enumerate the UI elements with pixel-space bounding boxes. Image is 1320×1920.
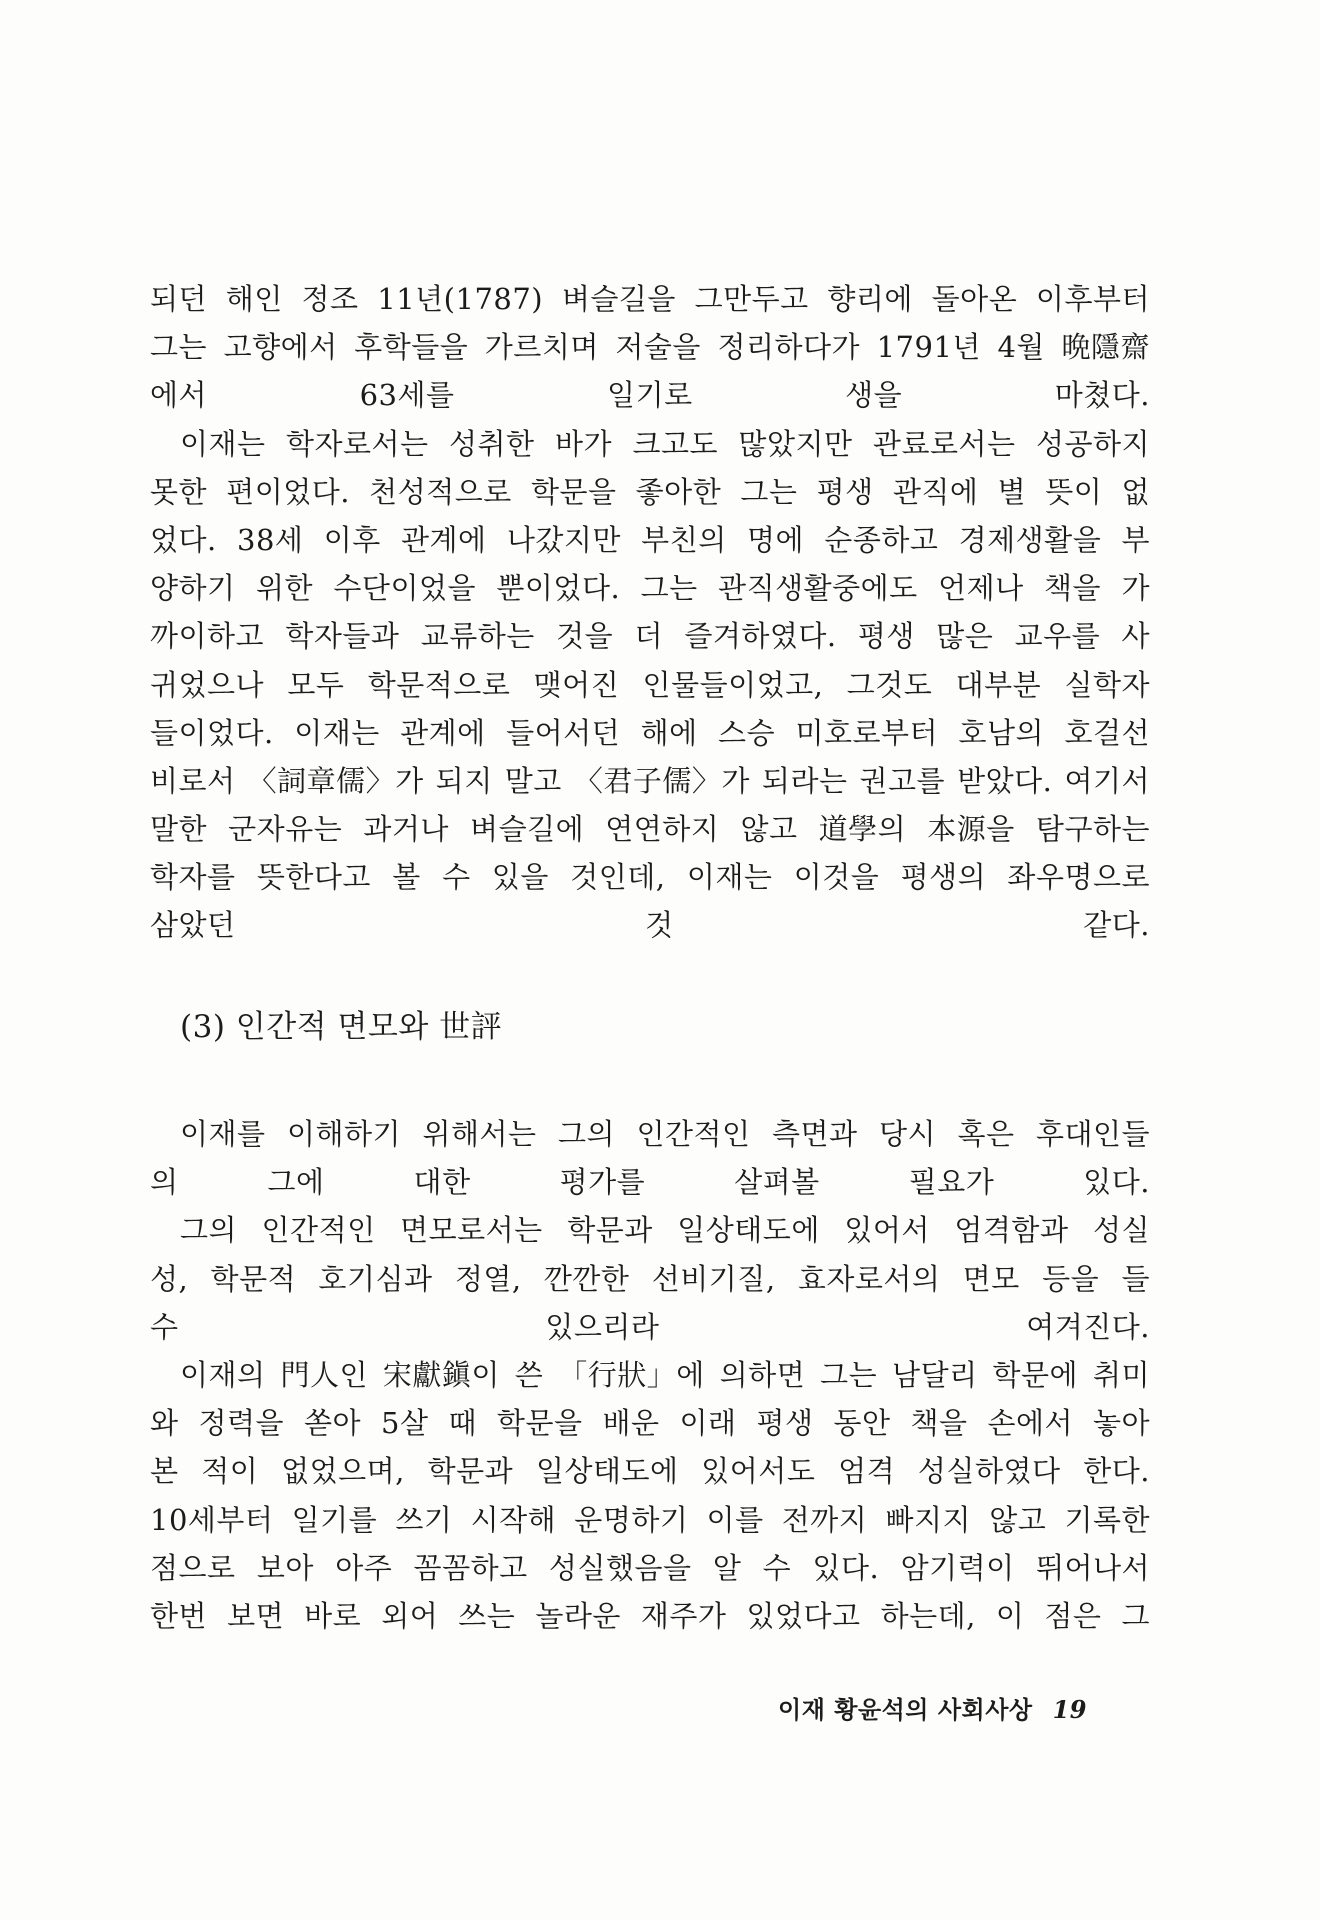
text-line: 이재를 이해하기 위해서는 그의 인간적인 측면과 당시 혹은 후대인들	[180, 1117, 1150, 1151]
page-footer	[778, 1692, 1087, 1728]
text-line: 의 그에 대한 평가를 살펴볼 필요가 있다.	[150, 1165, 1150, 1200]
paragraph-haengjang	[150, 1351, 1150, 1640]
text-line: 었다. 38세 이후 관계에 나갔지만 부친의 명에 순종하고 경제생활을 부	[150, 522, 1150, 557]
text-line: 들이었다. 이재는 관계에 들어서던 해에 스승 미호로부터 호남의 호걸선	[150, 715, 1150, 750]
text-line: 까이하고 학자들과 교류하는 것을 더 즐겨하였다. 평생 많은 교우를 사	[150, 619, 1150, 654]
text-line: 에서 63세를 일기로 생을 마쳤다.	[150, 378, 1150, 413]
running-title: 이재 황윤석의 사회사상	[778, 1695, 1033, 1724]
text-line: 10세부터 일기를 쓰기 시작해 운명하기 이를 전까지 빠지지 않고 기록한	[150, 1502, 1150, 1537]
text-line: 비로서 〈詞章儒〉가 되지 말고 〈君子儒〉가 되라는 권고를 받았다. 여기서	[150, 763, 1150, 798]
text-line: 이재는 학자로서는 성취한 바가 크고도 많았지만 관료로서는 성공하지	[180, 426, 1150, 461]
text-line: 못한 편이었다. 천성적으로 학문을 좋아한 그는 평생 관직에 별 뜻이 없	[150, 474, 1150, 509]
paragraph-intro	[150, 1110, 1150, 1206]
text-line: 그는 고향에서 후학들을 가르치며 저술을 정리하다가 1791년 4월 晩隱齋	[150, 330, 1150, 365]
text-line: 본 적이 없었으며, 학문과 일상태도에 있어서도 엄격 성실하였다 한다.	[150, 1454, 1150, 1489]
text-line: 수 있으리라 여겨진다.	[150, 1309, 1150, 1344]
text-line: 한번 보면 바로 외어 쓰는 놀라운 재주가 있었다고 하는데, 이 점은 그	[150, 1598, 1150, 1633]
text-line: 되던 해인 정조 11년(1787) 벼슬길을 그만두고 향리에 돌아온 이후부터	[150, 282, 1150, 316]
body-text-section-2	[150, 1110, 1150, 1640]
text-line: 그의 인간적인 면모로서는 학문과 일상태도에 있어서 엄격함과 성실	[180, 1213, 1150, 1248]
paragraph-career	[150, 420, 1150, 950]
text-line: 양하기 위한 수단이었을 뿐이었다. 그는 관직생활중에도 언제나 책을 가	[150, 571, 1150, 606]
page-number: 19	[1052, 1695, 1087, 1724]
text-line: 말한 군자유는 과거나 벼슬길에 연연하지 않고 道學의 本源을 탐구하는	[150, 812, 1150, 847]
text-line: 성, 학문적 호기심과 정열, 깐깐한 선비기질, 효자로서의 면모 등을 들	[150, 1261, 1150, 1296]
text-line: 삼았던 것 같다.	[150, 908, 1150, 943]
text-line: 학자를 뜻한다고 볼 수 있을 것인데, 이재는 이것을 평생의 좌우명으로	[150, 860, 1150, 895]
text-line: 귀었으나 모두 학문적으로 맺어진 인물들이었고, 그것도 대부분 실학자	[150, 667, 1150, 702]
text-line: 와 정력을 쏟아 5살 때 학문을 배운 이래 평생 동안 책을 손에서 놓아	[150, 1406, 1150, 1441]
paragraph-continuation	[150, 275, 1150, 420]
section-heading: (3) 인간적 면모와 世評	[180, 1009, 503, 1045]
text-line: 점으로 보아 아주 꼼꼼하고 성실했음을 알 수 있다. 암기력이 뛰어나서	[150, 1550, 1150, 1585]
body-text-section-1	[150, 275, 1150, 950]
paragraph-character	[150, 1206, 1150, 1351]
text-line: 이재의 門人인 宋獻鎭이 쓴 「行狀」에 의하면 그는 남달리 학문에 취미	[180, 1357, 1150, 1392]
